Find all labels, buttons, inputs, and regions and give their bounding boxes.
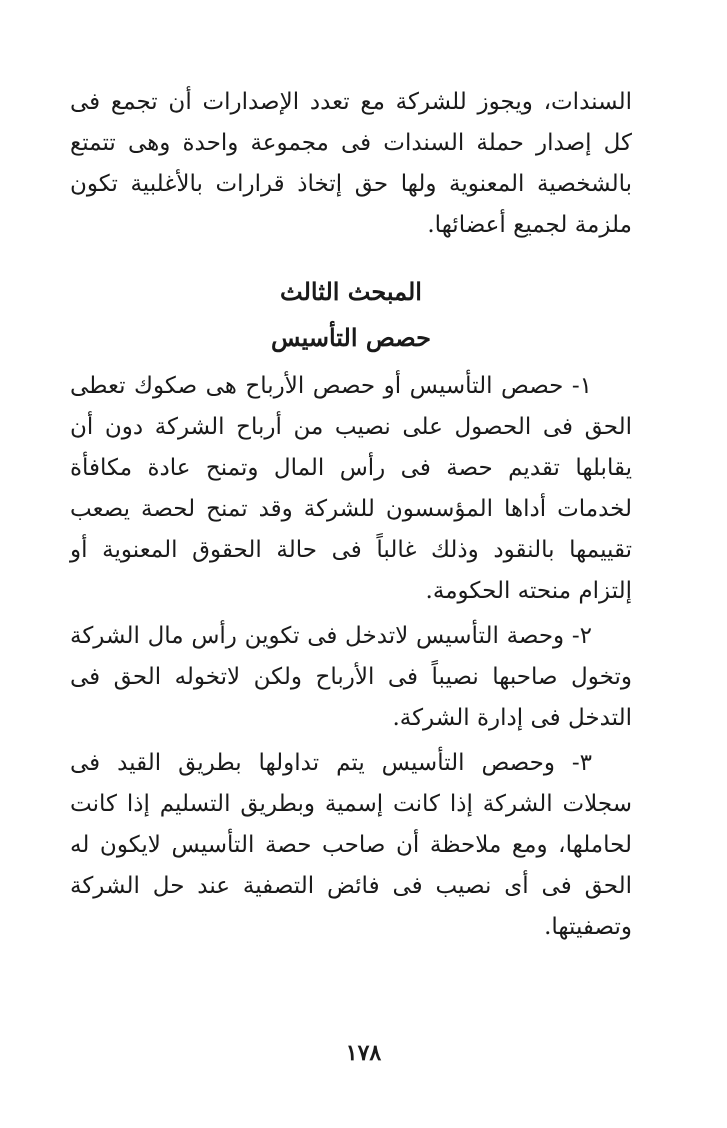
item-text: ٢- وحصة التأسيس لاتدخل فى تكوين رأس مال الشركة وتخول صاحبها نصيباً فى الأرباح ولكن لاتخوله الحق فى التدخل فى إدارة الشركة.: [70, 623, 632, 731]
item-text: ٣- وحصص التأسيس يتم تداولها بطريق القيد فى سجلات الشركة إذا كانت إسمية وبطريق التسليم إذا كانت لحاملها، ومع ملاحظة أن صاحب حصة التأسيس لايكون له الحق فى أى نصيب فى فائض التصفية عند حل الشركة وتصفيتها.: [70, 750, 632, 940]
list-item: [70, 366, 632, 612]
section-heading: المبحث الثالث: [280, 277, 422, 306]
page-number: ١٧٨: [345, 1040, 382, 1066]
list-item: [70, 616, 632, 739]
intro-paragraph: السندات، ويجوز للشركة مع تعدد الإصدارات أن تجمع فى كل إصدار حملة السندات فى مجموعة واحدة وهى تتمتع بالشخصية المعنوية ولها حق إتخاذ قرارات بالأغلبية تكون ملزمة لجميع أعضائها.: [70, 89, 632, 238]
page-body: [70, 82, 632, 952]
list-item: [70, 743, 632, 948]
section-title: حصص التأسيس: [271, 323, 431, 352]
item-text: ١- حصص التأسيس أو حصص الأرباح هى صكوك تعطى الحق فى الحصول على نصيب من أرباح الشركة دون أن يقابلها تقديم حصة فى رأس المال وتمنح عادة مكافأة لخدمات أداها المؤسسون للشركة وقد تمنح لحصة يصعب تقييمها بالنقود وذلك غالباً فى حالة الحقوق المعنوية أو إلتزام منحته الحكومة.: [70, 373, 632, 604]
